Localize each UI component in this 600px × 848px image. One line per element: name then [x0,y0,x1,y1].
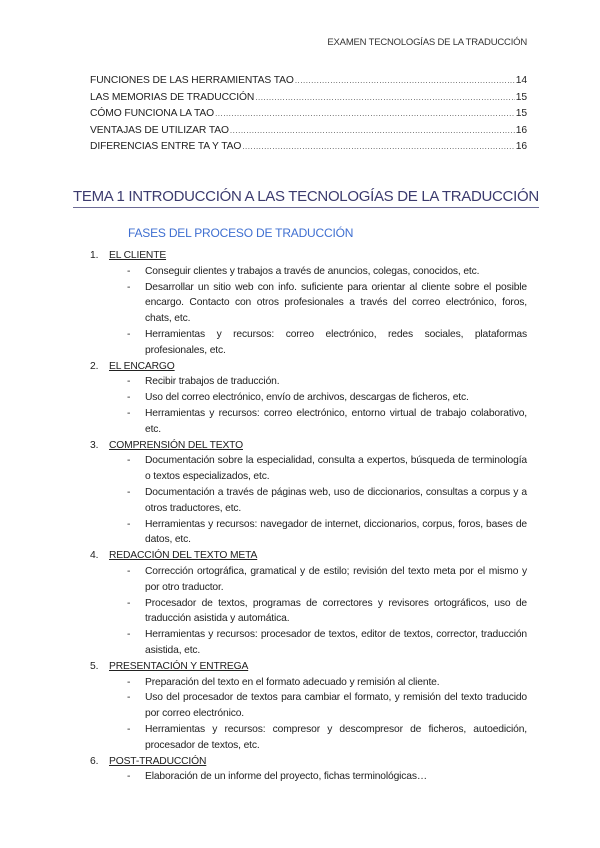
phase-title [90,438,527,454]
list-item [90,374,527,390]
list-item [90,675,527,691]
list-item [90,406,527,438]
table-of-contents [90,75,527,158]
phase-title [90,248,527,264]
dash-bullet-icon: - [127,486,131,498]
toc-page: 14 [515,75,527,86]
list-item-text: Uso del procesador de textos para cambiar el formato, y remisión del texto traducido por correo electrónico. [145,692,527,720]
phase-list [90,248,527,785]
phase-section [90,754,527,786]
list-item [90,517,527,549]
phase-number: 3. [90,439,99,451]
phase-number: 4. [90,550,99,562]
dash-bullet-icon: - [127,723,131,735]
list-item [90,390,527,406]
list-item-text: Herramientas y recursos: compresor y descompresor de ficheros, autoedición, procesador de textos, etc. [145,723,527,751]
toc-leader [230,126,515,135]
toc-label: CÓMO FUNCIONA LA TAO [90,108,215,119]
dash-bullet-icon: - [127,392,131,404]
phase-section [90,359,527,438]
dash-bullet-icon: - [127,265,131,277]
phase-number: 5. [90,660,99,672]
phase-title [90,659,527,675]
toc-page: 15 [515,108,527,119]
dash-bullet-icon: - [127,376,131,388]
toc-page: 15 [515,91,527,103]
dash-bullet-icon: - [127,629,131,641]
dash-bullet-icon: - [127,328,131,340]
dash-bullet-icon: - [127,676,131,688]
toc-entry[interactable] [90,125,527,142]
list-item-text: Herramientas y recursos: navegador de internet, diccionarios, corpus, foros, bases de datos, etc. [145,518,527,546]
phase-label: EL CLIENTE [109,250,167,261]
dash-bullet-icon: - [127,565,131,577]
toc-entry[interactable] [90,141,527,158]
phase-section [90,438,527,549]
list-item [90,280,527,327]
list-item-text: Recibir trabajos de traducción. [145,376,280,388]
list-item-text: Uso del correo electrónico, envío de archivos, descargas de ficheros, etc. [145,392,469,404]
phase-label: PRESENTACIÓN Y ENTREGA [109,660,249,672]
list-item [90,690,527,722]
list-item [90,596,527,628]
toc-entry[interactable] [90,92,527,109]
dash-bullet-icon: - [127,597,131,609]
list-item [90,627,527,659]
list-item-text: Corrección ortográfica, gramatical y de estilo; revisión del texto meta por el mismo y por otro traductor. [145,565,527,593]
list-item [90,327,527,359]
toc-page: 16 [515,124,527,136]
phase-label: EL ENCARGO [109,360,175,372]
phase-number: 2. [90,360,99,372]
list-item-text: Conseguir clientes y trabajos a través de anuncios, colegas, conocidos, etc. [145,265,480,277]
list-item-text: Preparación del texto en el formato adecuado y remisión al cliente. [145,676,440,688]
list-item [90,264,527,280]
phase-section [90,548,527,659]
chapter-heading: TEMA 1 INTRODUCCIÓN A LAS TECNOLOGÍAS DE LA TRADUCCIÓN [73,188,539,208]
dash-bullet-icon: - [127,455,131,467]
list-item-text: Herramientas y recursos: procesador de textos, editor de textos, corrector, traducción asistida, etc. [145,629,527,656]
phase-label: COMPRENSIÓN DEL TEXTO [109,439,243,451]
phase-title [90,548,527,564]
toc-label: LAS MEMORIAS DE TRADUCCIÓN [90,91,255,103]
list-item [90,722,527,754]
list-item-text: Documentación a través de páginas web, uso de diccionarios, consultas a corpus y a otros traductores, etc. [145,486,527,514]
list-item-text: Herramientas y recursos: correo electrónico, redes sociales, plataformas profesionales, etc. [145,328,527,356]
toc-leader [215,109,515,118]
phase-number: 1. [90,250,99,261]
list-item-text: Desarrollar un sitio web con info. suficiente para orientar al cliente sobre el posible encargo. Contacto con otros profesionales a través del correo electrónico, foros, chats, etc. [145,281,527,325]
phase-title [90,754,527,770]
dash-bullet-icon: - [127,771,131,783]
phase-section [90,248,527,359]
toc-label: DIFERENCIAS ENTRE TA Y TAO [90,141,242,152]
toc-label: VENTAJAS DE UTILIZAR TAO [90,124,229,136]
phase-section [90,659,527,754]
toc-label: FUNCIONES DE LAS HERRAMIENTAS TAO [90,75,294,86]
toc-entry[interactable] [90,75,527,92]
list-item [90,769,527,785]
list-item [90,564,527,596]
phase-number: 6. [90,755,99,767]
list-item-text: Herramientas y recursos: correo electrónico, entorno virtual de trabajo colaborativo, etc. [145,407,527,435]
list-item-text: Elaboración de un informe del proyecto, fichas terminológicas… [145,771,428,783]
toc-leader [255,93,514,102]
list-item-text: Procesador de textos, programas de correctores y revisores ortográficos, uso de traducción asistida y automática. [145,597,527,625]
phase-title [90,359,527,375]
toc-page: 16 [515,141,527,152]
toc-entry[interactable] [90,108,527,125]
list-item [90,453,527,485]
dash-bullet-icon: - [127,692,131,704]
section-subheading: FASES DEL PROCESO DE TRADUCCIÓN [128,226,354,240]
dash-bullet-icon: - [127,407,131,419]
list-item-text: Documentación sobre la especialidad, consulta a expertos, búsqueda de terminología o textos especializados, etc. [145,455,527,483]
toc-leader [242,142,514,151]
dash-bullet-icon: - [127,281,131,293]
phase-label: REDACCIÓN DEL TEXTO META [109,550,258,562]
dash-bullet-icon: - [127,518,131,530]
toc-leader [295,76,515,85]
phase-label: POST-TRADUCCIÓN [109,755,207,767]
page-header: EXAMEN TECNOLOGÍAS DE LA TRADUCCIÓN [327,37,527,48]
list-item [90,485,527,517]
